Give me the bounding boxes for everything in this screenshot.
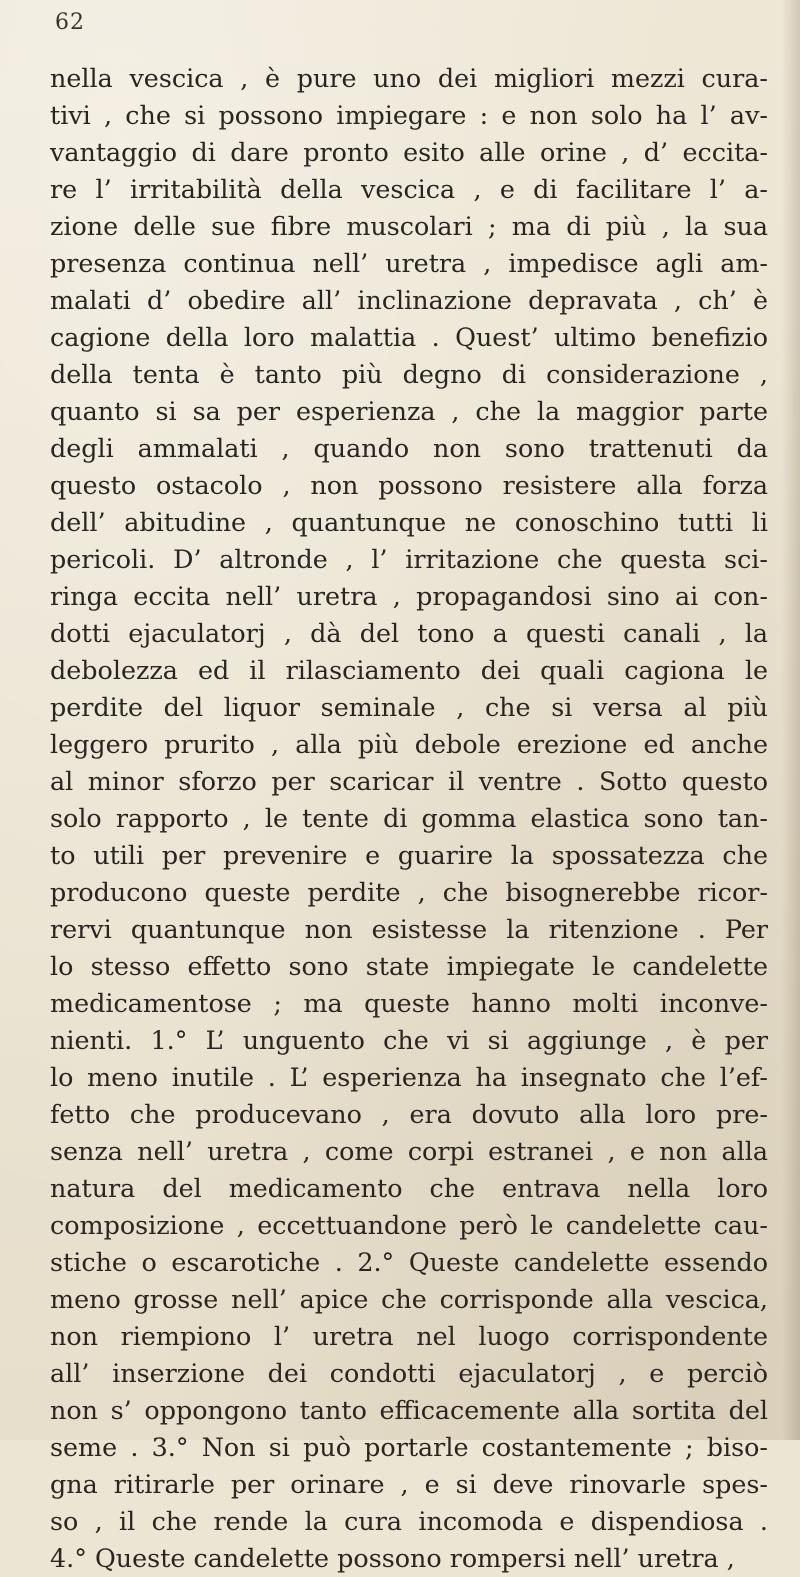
text-line: senza nell’ uretra , come corpi estranei , e non alla [50, 1136, 768, 1166]
page-edge-shadow [782, 0, 800, 1440]
text-line: al minor sforzo per scaricar il ventre . Sotto questo [50, 766, 768, 796]
text-line: zione delle sue fibre muscolari ; ma di più , la sua [50, 211, 768, 241]
text-line: dotti ejaculatorj , dà del tono a questi canali , la [50, 618, 768, 648]
text-line: nella vescica , è pure uno dei migliori mezzi cura- [50, 63, 768, 93]
text-line: so , il che rende la cura incomoda e dispendiosa . [50, 1506, 768, 1536]
text-line: natura del medicamento che entrava nella loro [50, 1173, 768, 1203]
text-line: presenza continua nell’ uretra , impedisce agli am- [50, 248, 768, 278]
text-line: gna ritirarle per orinare , e si deve rinovarle spes- [50, 1469, 768, 1499]
text-line: dell’ abitudine , quantunque ne conoschino tutti li [50, 507, 768, 537]
text-line: della tenta è tanto più degno di considerazione , [50, 359, 768, 389]
text-line: to utili per prevenire e guarire la spossatezza che [50, 840, 768, 870]
body-text [50, 60, 768, 1577]
text-line: leggero prurito , alla più debole erezione ed anche [50, 729, 768, 759]
text-line: cagione della loro malattia . Quest’ ultimo benefizio [50, 322, 768, 352]
text-line: solo rapporto , le tente di gomma elastica sono tan- [50, 803, 768, 833]
text-line: tivi , che si possono impiegare : e non solo ha l’ av- [50, 100, 768, 130]
text-line: vantaggio di dare pronto esito alle orine , d’ eccita- [50, 137, 768, 167]
text-line: 4.° Queste candelette possono rompersi nell’ uretra , [50, 1543, 735, 1573]
text-line: degli ammalati , quando non sono trattenuti da [50, 433, 768, 463]
text-line: fetto che producevano , era dovuto alla loro pre- [50, 1099, 768, 1129]
text-line: pericoli. D’ altronde , l’ irritazione che questa sci- [50, 544, 768, 574]
text-line: medicamentose ; ma queste hanno molti inconve- [50, 988, 768, 1018]
text-line: producono queste perdite , che bisognerebbe ricor- [50, 877, 768, 907]
text-line: seme . 3.° Non si può portarle costantemente ; biso- [50, 1432, 768, 1462]
text-line: stiche o escarotiche . 2.° Queste candelette essendo [50, 1247, 768, 1277]
text-line: lo meno inutile . L’ esperienza ha insegnato che l’ef- [50, 1062, 768, 1092]
text-line: lo stesso effetto sono state impiegate le candelette [50, 951, 768, 981]
text-line: rervi quantunque non esistesse la ritenzione . Per [50, 914, 768, 944]
text-line: non riempiono l’ uretra nel luogo corrispondente [50, 1321, 768, 1351]
text-line: quanto si sa per esperienza , che la maggior parte [50, 396, 768, 426]
text-line: malati d’ obedire all’ inclinazione depravata , ch’ è [50, 285, 768, 315]
text-line: questo ostacolo , non possono resistere alla forza [50, 470, 768, 500]
text-line: all’ inserzione dei condotti ejaculatorj , e perciò [50, 1358, 768, 1388]
text-line: composizione , eccettuandone però le candelette cau- [50, 1210, 768, 1240]
text-line: meno grosse nell’ apice che corrisponde alla vescica, [50, 1284, 768, 1314]
page-number: 62 [55, 10, 85, 35]
text-line: debolezza ed il rilasciamento dei quali cagiona le [50, 655, 768, 685]
text-line: perdite del liquor seminale , che si versa al più [50, 692, 768, 722]
text-line: ringa eccita nell’ uretra , propagandosi sino ai con- [50, 581, 768, 611]
text-line: nienti. 1.° L’ unguento che vi si aggiunge , è per [50, 1025, 768, 1055]
text-line: non s’ oppongono tanto efficacemente alla sortita del [50, 1395, 768, 1425]
text-line: re l’ irritabilità della vescica , e di facilitare l’ a- [50, 174, 768, 204]
